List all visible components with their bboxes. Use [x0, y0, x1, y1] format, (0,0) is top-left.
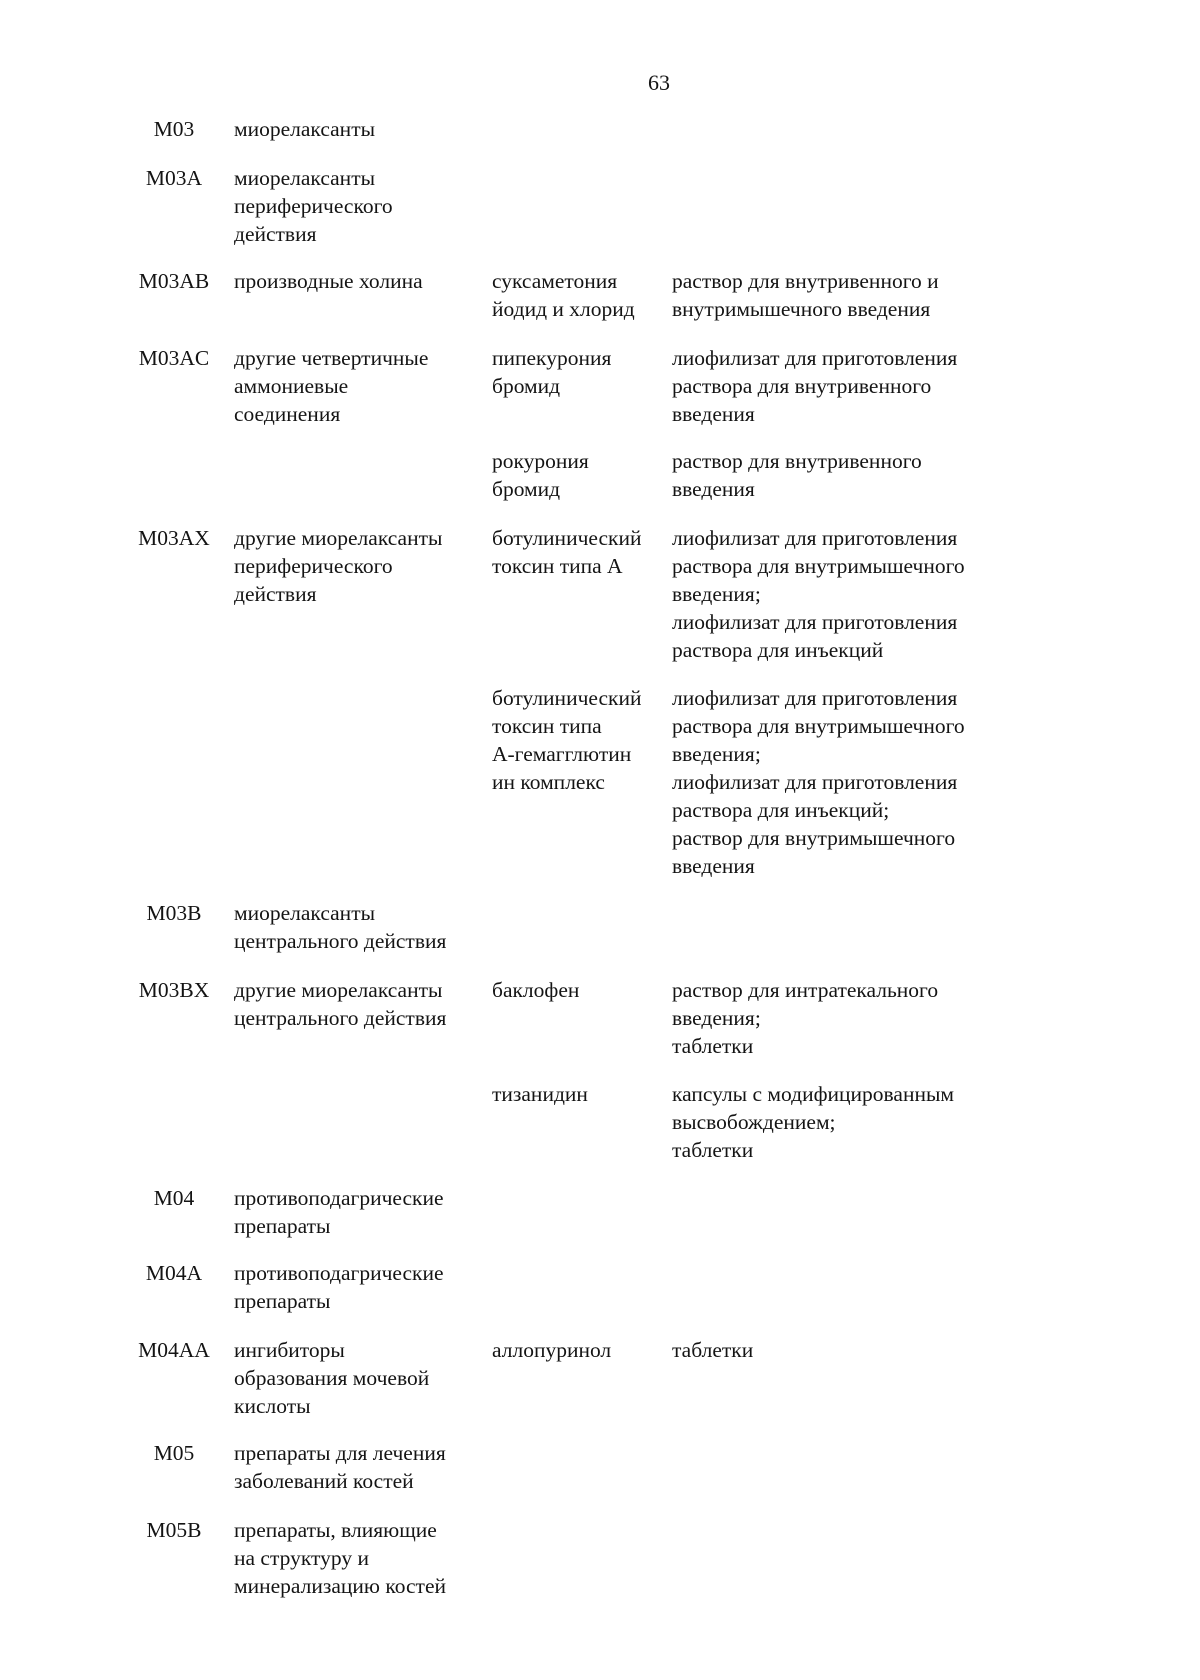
atc-code: M03AC: [138, 346, 210, 370]
dosage-form: раствор для внутривенного и внутримышечного введения: [672, 269, 939, 321]
drug-name: тизанидин: [492, 1082, 588, 1106]
group-name: другие миорелаксанты центрального действия: [234, 978, 447, 1030]
atc-code: M03: [153, 117, 195, 141]
group-name: противоподагрические препараты: [234, 1261, 444, 1313]
atc-code: M05B: [146, 1518, 202, 1542]
dosage-form: таблетки: [672, 1338, 754, 1362]
atc-code: M03AX: [138, 526, 210, 550]
drug-name: пипекурония бромид: [492, 346, 612, 398]
drug-name: ботулинический токсин типа A-гемагглютин ин комплекс: [492, 686, 642, 794]
dosage-form: лиофилизат для приготовления раствора для внутримышечного введения; лиофилизат для приготовления раствора для инъекций: [672, 526, 965, 662]
atc-code: M03BX: [138, 978, 210, 1002]
drug-name: аллопуринол: [492, 1338, 612, 1362]
atc-code: M03A: [145, 166, 203, 190]
atc-code: M05: [153, 1441, 195, 1465]
group-name: миорелаксанты периферического действия: [234, 166, 393, 246]
drug-name: рокурония бромид: [492, 449, 589, 501]
drug-name: баклофен: [492, 978, 580, 1002]
dosage-form: лиофилизат для приготовления раствора для внутривенного введения: [672, 346, 958, 426]
group-name: другие четвертичные аммониевые соединения: [234, 346, 429, 426]
atc-code: M03AB: [138, 269, 210, 293]
atc-code: M04AA: [138, 1338, 210, 1362]
group-name: препараты для лечения заболеваний костей: [234, 1441, 446, 1493]
group-name: производные холина: [234, 269, 423, 293]
dosage-form: раствор для интратекального введения; таблетки: [672, 978, 939, 1058]
atc-code: M03B: [146, 901, 202, 925]
atc-code: M04A: [145, 1261, 203, 1285]
page-number: 63: [648, 70, 670, 95]
group-name: миорелаксанты: [234, 117, 376, 141]
dosage-form: лиофилизат для приготовления раствора для внутримышечного введения; лиофилизат для приготовления раствора для инъекций; раствор для внутримышечного введения: [672, 686, 965, 878]
dosage-form: раствор для внутривенного введения: [672, 449, 922, 501]
drug-name: ботулинический токсин типа A: [492, 526, 642, 578]
atc-code: M04: [153, 1186, 195, 1210]
group-name: миорелаксанты центрального действия: [234, 901, 447, 953]
group-name: противоподагрические препараты: [234, 1186, 444, 1238]
group-name: препараты, влияющие на структуру и минерализацию костей: [234, 1518, 446, 1598]
dosage-form: капсулы с модифицированным высвобождением; таблетки: [672, 1082, 955, 1162]
drug-name: суксаметония йодид и хлорид: [492, 269, 635, 321]
group-name: другие миорелаксанты периферического действия: [234, 526, 443, 606]
group-name: ингибиторы образования мочевой кислоты: [234, 1338, 430, 1418]
